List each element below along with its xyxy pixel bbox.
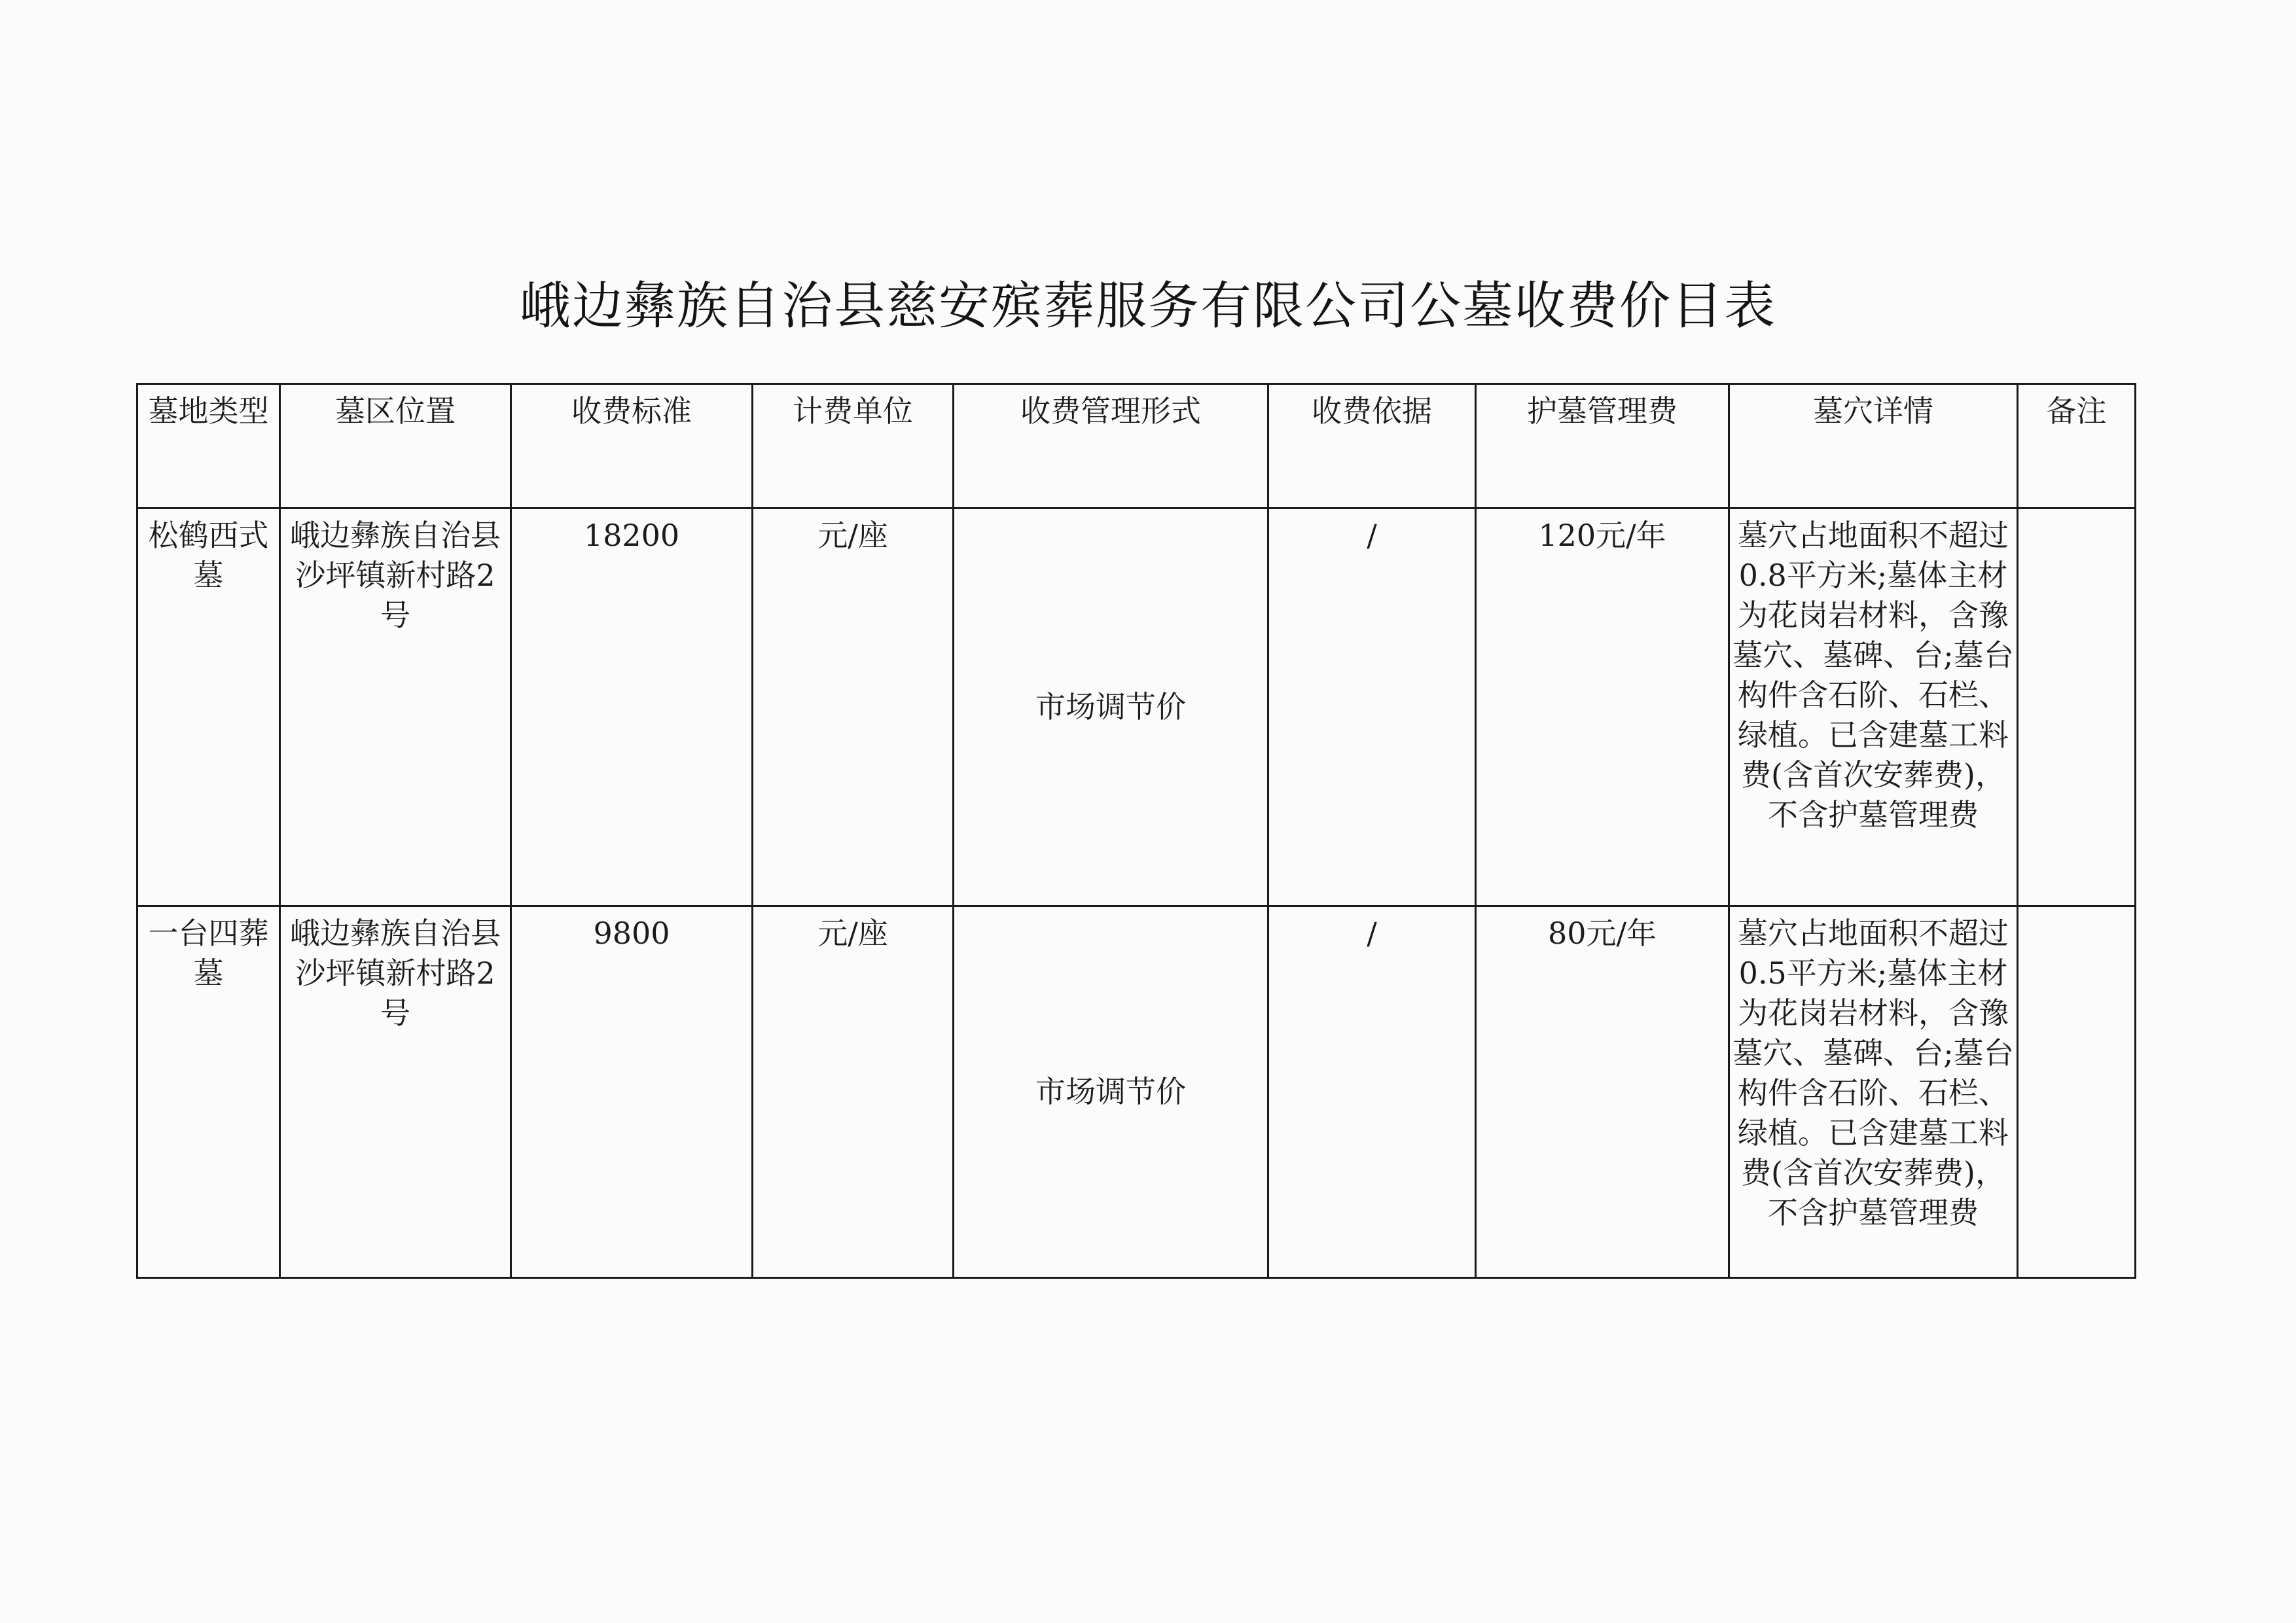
header-remark: 备注 bbox=[2018, 384, 2136, 508]
cell-management: 市场调节价 bbox=[954, 508, 1268, 906]
cell-type bbox=[137, 906, 280, 1278]
cell-price: 9800 bbox=[511, 906, 753, 1278]
header-management: 收费管理形式 bbox=[954, 384, 1268, 508]
table-row bbox=[137, 508, 2136, 906]
page-title: 峨边彝族自治县慈安殡葬服务有限公司公墓收费价目表 bbox=[519, 277, 1776, 336]
cell-location bbox=[280, 906, 511, 1278]
location-text: 峨边彝族自治县沙坪镇新村路2号 bbox=[290, 518, 501, 633]
details-text: 墓穴占地面积不超过0.8平方米;墓体主材为花岗岩材料，含豫墓穴、墓碑、台;墓台构件含石阶、石栏、绿植。已含建墓工料费(含首次安葬费)，不含护墓管理费 bbox=[1732, 518, 2014, 832]
cell-basis: / bbox=[1268, 906, 1476, 1278]
cell-unit: 元/座 bbox=[753, 508, 954, 906]
header-location: 墓区位置 bbox=[280, 384, 511, 508]
type-text: 松鹤西式墓 bbox=[148, 518, 269, 593]
fee-table bbox=[136, 383, 2136, 1279]
cell-price: 18200 bbox=[511, 508, 753, 906]
cell-management: 市场调节价 bbox=[954, 906, 1268, 1278]
header-unit: 计费单位 bbox=[753, 384, 954, 508]
cell-type bbox=[137, 508, 280, 906]
table-row bbox=[137, 906, 2136, 1278]
location-text: 峨边彝族自治县沙坪镇新村路2号 bbox=[290, 916, 501, 1031]
cell-unit: 元/座 bbox=[753, 906, 954, 1278]
table-header-row bbox=[137, 384, 2136, 508]
cell-details bbox=[1729, 508, 2018, 906]
cell-remark bbox=[2018, 906, 2136, 1278]
header-cemetery-type: 墓地类型 bbox=[137, 384, 280, 508]
cell-maintenance-fee: 120元/年 bbox=[1476, 508, 1729, 906]
header-basis: 收费依据 bbox=[1268, 384, 1476, 508]
cell-remark bbox=[2018, 508, 2136, 906]
cell-location bbox=[280, 508, 511, 906]
cell-basis: / bbox=[1268, 508, 1476, 906]
header-price: 收费标准 bbox=[511, 384, 753, 508]
type-text: 一台四葬墓 bbox=[148, 916, 269, 991]
cell-details bbox=[1729, 906, 2018, 1278]
header-maintenance-fee: 护墓管理费 bbox=[1476, 384, 1729, 508]
cell-maintenance-fee: 80元/年 bbox=[1476, 906, 1729, 1278]
details-text: 墓穴占地面积不超过0.5平方米;墓体主材为花岗岩材料，含豫墓穴、墓碑、台;墓台构件含石阶、石栏、绿植。已含建墓工料费(含首次安葬费)，不含护墓管理费 bbox=[1732, 916, 2014, 1230]
header-details: 墓穴详情 bbox=[1729, 384, 2018, 508]
